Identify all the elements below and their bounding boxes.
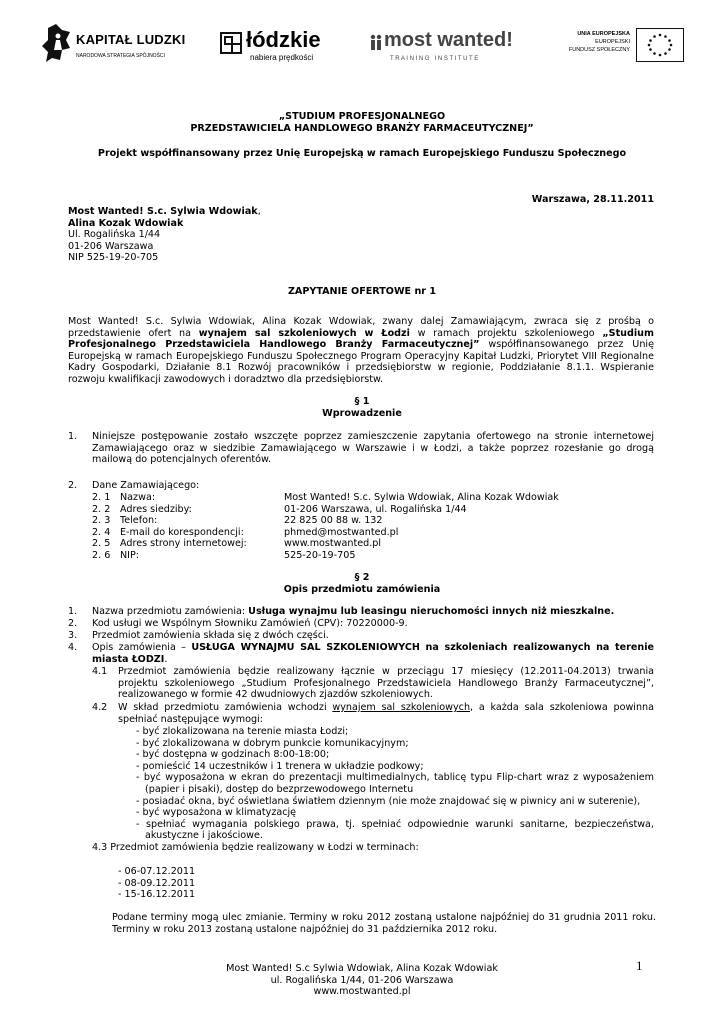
lodzkie-emblem-icon — [220, 32, 242, 54]
list-item: - być wyposażona w ekran do prezentacji multimedialnych, tablicę typu Flip-chart wraz z wyposażeniem (papier i pisaki), dostęp do bezprzewodowego Internetu — [136, 772, 654, 795]
list-item: - 06-07.12.2011 — [118, 866, 196, 877]
logo-unia-europejska — [566, 26, 686, 66]
lodzkie-subtitle: nabiera prędkości — [250, 53, 314, 62]
section2-item4-2: W skład przedmiotu zamówienia wchodzi wynajem sal szkoleniowych, a każda sala szkoleniowa powinna spełniać następujące wymogi: — [118, 702, 655, 725]
title-line2: PRZEDSTAWICIELA HANDLOWEGO BRANŻY FARMACEUTYCZNEJ” — [190, 122, 534, 134]
section2-item4-3: 4.3 Przedmiot zamówienia będzie realizowany w Łodzi w terminach: — [92, 842, 419, 853]
sender-name1: Most Wanted! S.c. Sylwia Wdowiak — [68, 206, 258, 217]
footer — [60, 963, 664, 998]
table-row: 2. 2 Adres siedziby: 01-206 Warszawa, ul. Rogalińska 1/44 — [92, 503, 467, 515]
most-wanted-subtitle: T R A I N I N G I N S T I T U T E — [390, 56, 479, 62]
kapital-ludzki-title: KAPITAŁ LUDZKI — [76, 32, 186, 47]
ue-line1: UNIA EUROPEJSKA — [577, 31, 630, 37]
section2-heading: § 2 Opis przedmiotu zamówienia — [283, 572, 441, 595]
list-item: - być zlokalizowana w dobrym punkcie komunikacyjnym; — [136, 737, 409, 749]
list-item: - pomieścić 14 uczestników i 1 trenera w układzie podkowy; — [136, 760, 424, 772]
sender-city: 01-206 Warszawa — [68, 240, 154, 252]
list-item: - posiadać okna, być oświetlana światłem dziennym (nie może znajdować się w piwnicy ani w suterenie), — [136, 795, 641, 807]
section2-item4: Opis zamówienia – USŁUGA WYNAJMU SAL SZKOLENIOWYCH na szkoleniach realizowanych na terenie miasta ŁODZI. — [92, 642, 654, 665]
table-row: 2. 3 Telefon: 22 825 00 88 w. 132 — [92, 515, 383, 527]
dates-list — [118, 866, 195, 901]
table-row: 2. 1 Nazwa: Most Wanted! S.c. Sylwia Wdowiak, Alina Kozak Wdowiak — [92, 492, 559, 503]
list-item: - spełniać wymagania polskiego prawa, tj. spełniać odpowiednie warunki sanitarne, bezpieczeństwa, akustyczne i jakościowe. — [136, 818, 654, 842]
footer-line1: Most Wanted! S.c Sylwia Wdowiak, Alina Kozak Wdowiak — [226, 963, 498, 974]
cofinanced-note: Projekt współfinansowany przez Unię Europejską w ramach Europejskiego Funduszu Społecznego — [97, 148, 627, 159]
list-item: - 15-16.12.2011 — [118, 889, 196, 901]
requirements-list — [136, 726, 654, 842]
logo-most-wanted — [370, 30, 530, 66]
section1-item1: Niniejsze postępowanie zostało wszczęte poprzez zamieszczenie zapytania ofertowego na stronie internetowej Zamawiającego oraz w siedzibie Zamawiającego w Warszawie i w Łodzi, a także poprzez rozesłanie go drogą mailową do potencjalnych oferentów. — [92, 431, 654, 466]
lodzkie-title: łódzkie — [246, 27, 321, 52]
logo-kapital-ludzki — [42, 22, 192, 70]
section1-heading: § 1 Wprowadzenie — [322, 396, 402, 419]
list-item: - być zlokalizowana na terenie miasta Łodzi; — [136, 726, 349, 737]
kapital-ludzki-emblem-icon — [42, 24, 72, 64]
kapital-ludzki-subtitle: NARODOWA STRATEGIA SPÓJNOŚCI — [76, 53, 165, 59]
section2-item3: Przedmiot zamówienia składa się z dwóch części. — [92, 630, 329, 641]
intro-paragraph: Most Wanted! S.c. Sylwia Wdowiak, Alina Kozak Wdowiak, zwany dalej Zamawiającym, zwraca się z prośbą o przedstawienie ofert na wynajem sal szkoleniowych w Łodzi w ramach projektu szkoleniowego „Studium Profesjonalnego Przedstawiciela Handlowego Branży Farmaceutycznej” współfinansowanego przez Unię Europejską w ramach Europejskiego Funduszu Społecznego Program Operacyjny Kapitał Ludzki, Priorytet VIII Regionalne Kadry Gospodarki, Działanie 8.1 Rozwój pracowników i przedsiębiorstw w regionie, Poddziałanie 8.1.1. Wspieranie rozwoju kwalifikacji zawodowych i doradztwo dla przedsiębiorstw. — [68, 316, 654, 385]
table-row: 2. 6 NIP: 525-20-19-705 — [92, 549, 356, 561]
table-row: 2. 4 E-mail do korespondencji: phmed@mostwanted.pl — [92, 526, 399, 538]
most-wanted-title: most wanted! — [384, 29, 513, 51]
document-title — [60, 111, 664, 134]
sender-street: Ul. Rogalińska 1/44 — [68, 229, 161, 241]
dates-note: Podane terminy mogą ulec zmianie. Terminy w roku 2012 zostaną ustalone najpóźniej do 31 grudnia 2011 roku. Terminy w roku 2013 zostaną ustalone najpóźniej do 31 października 2012 roku. — [112, 912, 656, 935]
list-item: - być dostępna w godzinach 8:00-18:00; — [136, 749, 330, 761]
sender-nip: NIP 525-19-20-705 — [68, 252, 159, 264]
title-line1: „STUDIUM PROFESJONALNEGO — [278, 111, 446, 122]
footer-line3: www.mostwanted.pl — [313, 986, 411, 998]
logo-lodzkie — [220, 28, 330, 68]
table-row: 2. 5 Adres strony internetowej: www.mostwanted.pl — [92, 538, 382, 550]
ue-line2: EUROPEJSKI — [595, 39, 630, 45]
section2-item2: Kod usługi we Wspólnym Słowniku Zamówień (CPV): 70220000-9. — [92, 618, 408, 629]
heading: ZAPYTANIE OFERTOWE nr 1 — [287, 286, 437, 297]
orderer-data-table — [92, 492, 662, 562]
sender-block: Most Wanted! S.c. Sylwia Wdowiak, Alina Kozak Wdowiak Ul. Rogalińska 1/44 01-206 Warszawa NIP 525-19-20-705 — [68, 206, 261, 264]
section2-item4-1: Przedmiot zamówienia będzie realizowany łącznie w przeciągu 17 miesięcy (12.2011-04.2013) trwania projektu szkoleniowego „Studium Profesjonalnego Przedstawiciela Handlowego Branży Farmaceutycznej”, realizowanego w formie 42 dwudniowych zjazdów szkoleniowych. — [118, 666, 654, 701]
most-wanted-figures-icon — [370, 34, 382, 50]
ue-line3: FUNDUSZ SPOŁECZNY — [568, 47, 630, 53]
list-item: - 08-09.12.2011 — [118, 877, 196, 889]
section2-item1: Nazwa przedmiotu zamówienia: Usługa wynajmu lub leasingu nieruchomości innych niż mieszkalne. — [92, 606, 615, 617]
footer-line2: ul. Rogalińska 1/44, 01-206 Warszawa — [270, 974, 454, 986]
sender-name2: Alina Kozak Wdowiak — [68, 217, 184, 229]
list-item: - być wyposażona w klimatyzację — [136, 807, 297, 819]
eu-flag-icon — [636, 28, 684, 62]
section1-item2: Dane Zamawiającego: — [92, 480, 200, 491]
page-number: 1 — [636, 958, 643, 973]
date-place: Warszawa, 28.11.2011 — [531, 194, 654, 205]
